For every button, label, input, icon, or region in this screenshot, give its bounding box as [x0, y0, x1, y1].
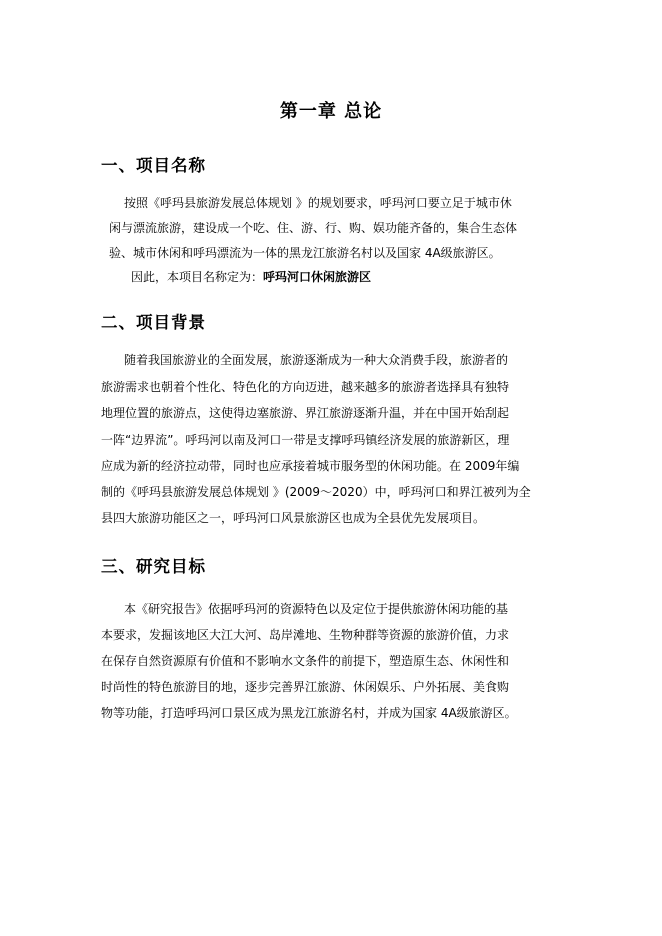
paragraph-line: 本要求，发掘该地区大江大河、岛岸滩地、生物种群等资源的旅游价值，力求 [101, 628, 510, 642]
paragraph-line: 一阵“边界流”。呼玛河以南及河口一带是支撑呼玛镇经济发展的旅游新区，理 [101, 433, 510, 447]
paragraph-line: 应成为新的经济拉动带，同时也应承接着城市服务型的休闲功能。在 2009年编 [101, 459, 520, 473]
paragraph-line: 在保存自然资源原有价值和不影响水文条件的前提下，塑造原生态、休闲性和 [101, 654, 510, 668]
paragraph-line: 时尚性的特色旅游目的地，逐步完善界江旅游、休闲娱乐、户外拓展、美食购 [101, 680, 510, 694]
chapter-title: 第一章 总论 [279, 101, 383, 122]
project-name-prefix: 因此，本项目名称定为： [131, 270, 264, 284]
section-heading-project-background: 二、项目背景 [101, 313, 206, 332]
project-name-line [131, 269, 371, 285]
paragraph-line: 按照《呼玛县旅游发展总体规划 》的规划要求，呼玛河口要立足于城市休 [124, 196, 512, 210]
project-name-value: 呼玛河口休闲旅游区 [263, 270, 372, 284]
paragraph-line: 物等功能，打造呼玛河口景区成为黑龙江旅游名村，并成为国家 4A级旅游区。 [101, 706, 517, 720]
paragraph-line: 旅游需求也朝着个性化、特色化的方向迈进，越来越多的旅游者选择具有独特 [101, 380, 510, 394]
paragraph-line: 闲与漂流旅游，建设成一个吃、住、游、行、购、娱功能齐备的，集合生态体 [109, 221, 518, 235]
paragraph-line: 本《研究报告》依据呼玛河的资源特色以及定位于提供旅游休闲功能的基 [124, 602, 509, 616]
paragraph-line: 随着我国旅游业的全面发展，旅游逐渐成为一种大众消费手段，旅游者的 [124, 353, 509, 367]
paragraph-line: 县四大旅游功能区之一，呼玛河口风景旅游区也成为全县优先发展项目。 [101, 511, 486, 525]
paragraph-line: 验、城市休闲和呼玛漂流为一体的黑龙江旅游名村以及国家 4A级旅游区。 [109, 246, 501, 260]
paragraph-line: 制的《呼玛县旅游发展总体规划 》(2009～2020）中，呼玛河口和界江被列为全 [101, 485, 531, 499]
section-heading-project-name: 一、项目名称 [101, 156, 206, 175]
paragraph-line: 地理位置的旅游点，这使得边塞旅游、界江旅游逐渐升温，并在中国开始刮起 [101, 406, 510, 420]
section-heading-research-objectives: 三、研究目标 [101, 557, 206, 576]
